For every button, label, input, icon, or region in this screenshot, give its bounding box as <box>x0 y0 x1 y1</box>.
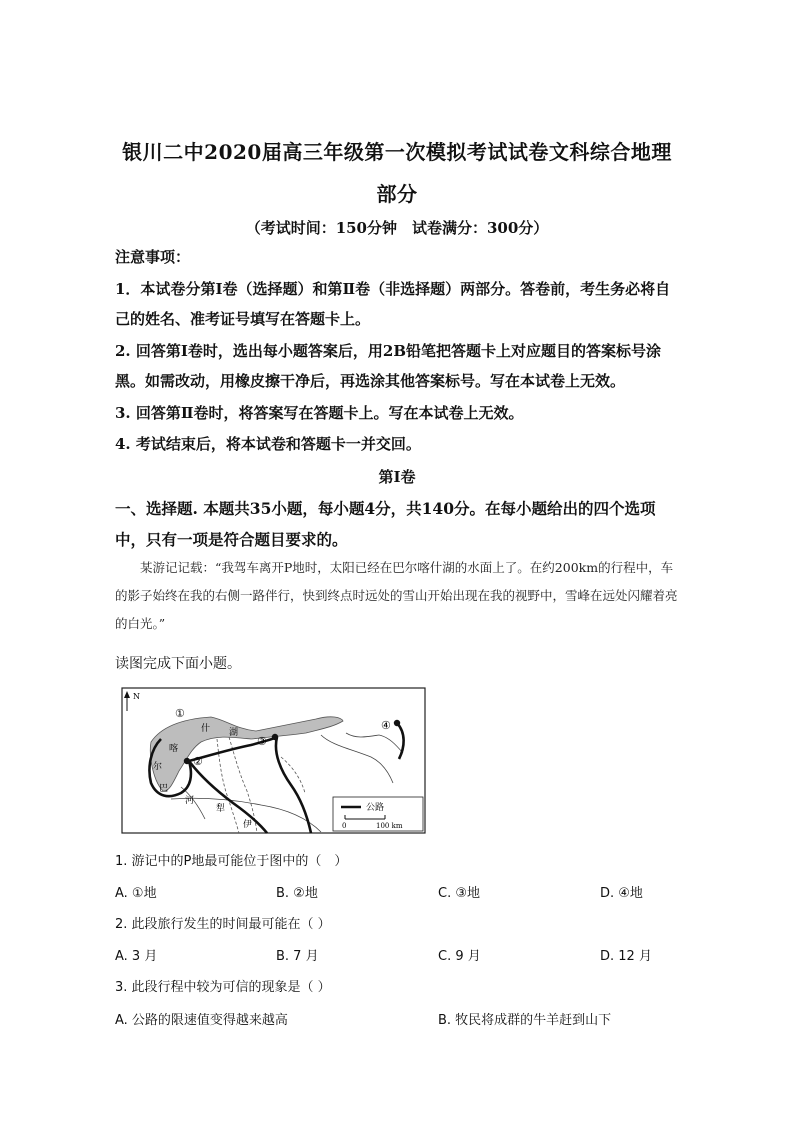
question-1-option-b: B. ②地 <box>276 886 318 901</box>
question-1-option-d: D. ④地 <box>600 886 643 901</box>
river-char: 河 <box>185 796 195 806</box>
river-char: 伊 <box>243 820 253 830</box>
lake-char: 尔 <box>153 762 163 772</box>
question-2-option-a: A. 3 月 <box>115 949 158 964</box>
lake-char: 什 <box>201 724 211 734</box>
read-map-instruction: 读图完成下面小题。 <box>115 656 241 672</box>
question-1-stem: 1. 游记中的P地最可能位于图中的（ ） <box>115 854 348 869</box>
question-3-stem: 3. 此段行程中较为可信的现象是（ ） <box>115 980 331 995</box>
question-2-option-b: B. 7 月 <box>276 949 319 964</box>
page-title: 银川二中2020届高三年级第一次模拟考试试卷文科综合地理 <box>122 140 672 164</box>
question-2-option-d: D. 12 月 <box>600 949 652 964</box>
lake-char: 喀 <box>169 744 179 754</box>
point-3-marker <box>272 734 278 740</box>
note-item-2: 2. 回答第Ⅰ卷时，选出每小题答案后，用2B铅笔把答题卡上对应题目的答案标号涂黑。如需改动，用橡皮擦干净后，再选涂其他答案标号。写在本试卷上无效。 <box>115 342 662 390</box>
scale-zero: 0 <box>342 822 347 830</box>
section-heading: 一、选择题. 本题共35小题，每小题4分，共140分。在每小题给出的四个选项中，只有一项是符合题目要求的。 <box>115 499 656 549</box>
point-2-marker <box>184 758 190 764</box>
lake-char: 巴 <box>159 784 169 794</box>
exam-info: （考试时间：150分钟 试卷满分：300分） <box>245 219 549 237</box>
question-2-stem: 2. 此段旅行发生的时间最可能在（ ） <box>115 917 331 932</box>
point-2-label: ② <box>193 755 203 768</box>
note-item-4: 4. 考试结束后，将本试卷和答题卡一并交回。 <box>115 435 421 453</box>
lake-char: 湖 <box>229 728 239 738</box>
travel-quote: 某游记记载：“我驾车离开P地时，太阳已经在巴尔喀什湖的水面上了。在约200km的行程中，车的影子始终在我的右侧一路伴行，快到终点时远处的雪山开始出现在我的视野中，雪峰在远处闪耀着亮的白光。” <box>115 560 678 631</box>
map-figure <box>121 687 426 835</box>
point-3-label: ③ <box>257 735 267 748</box>
point-4-marker <box>394 720 400 726</box>
river-char: 犁 <box>216 804 226 814</box>
point-1-label: ① <box>175 707 185 720</box>
notes-heading: 注意事项： <box>115 248 191 266</box>
scale-value: 100 km <box>376 822 403 830</box>
question-1-option-c: C. ③地 <box>438 886 480 901</box>
map-legend <box>333 797 423 831</box>
note-item-3: 3. 回答第Ⅱ卷时，将答案写在答题卡上。写在本试卷上无效。 <box>115 404 524 422</box>
note-item-1: 1．本试卷分第Ⅰ卷（选择题）和第Ⅱ卷（非选择题）两部分。答卷前，考生务必将自己的姓名、准考证号填写在答题卡上。 <box>115 280 671 328</box>
question-2-option-c: C. 9 月 <box>438 949 481 964</box>
part-label: 第Ⅰ卷 <box>378 468 416 486</box>
north-label: N <box>133 692 140 701</box>
question-3-option-b: B. 牧民将成群的牛羊赶到山下 <box>438 1013 612 1028</box>
question-3-option-a: A. 公路的限速值变得越来越高 <box>115 1013 288 1028</box>
point-4-label: ④ <box>381 719 391 732</box>
question-1-option-a: A. ①地 <box>115 886 157 901</box>
page-title-continued: 部分 <box>376 182 418 206</box>
legend-road-label: 公路 <box>366 803 385 813</box>
